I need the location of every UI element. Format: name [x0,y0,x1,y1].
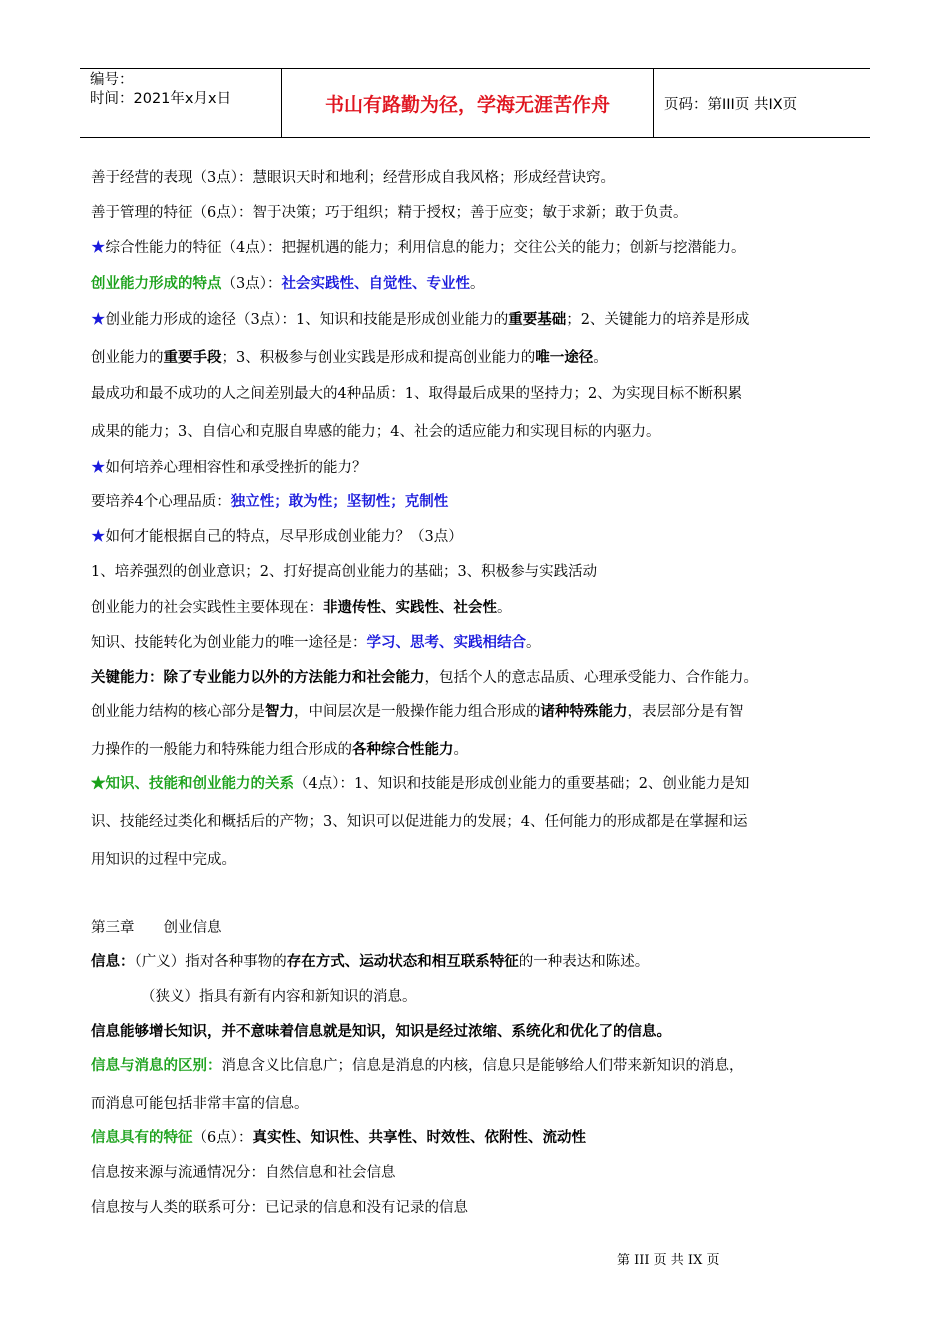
time-label: 时间：2021年x月x日 [90,91,232,107]
paragraph: 创业能力的社会实践性主要体现在：非遗传性、实践性、社会性。 [91,599,512,616]
paragraph: 关键能力：除了专业能力以外的方法能力和社会能力，包括个人的意志品质、心理承受能力、合作能力。 [91,669,758,686]
paragraph: 信息按来源与流通情况分：自然信息和社会信息 [91,1165,396,1181]
paragraph: 用知识的过程中完成。 [91,852,236,868]
paragraph: 要培养4个心理品质：独立性；敢为性；坚韧性；克制性 [91,493,449,510]
paragraph: 信息：（广义）指对各种事物的存在方式、运动状态和相互联系特征的一种表达和陈述。 [91,953,650,970]
paragraph: 成果的能力；3、自信心和克服自卑感的能力；4、社会的适应能力和实现目标的内驱力。 [91,424,661,440]
paragraph: ★知识、技能和创业能力的关系（4点）：1、知识和技能是形成创业能力的重要基础；2、创业能力是知 [91,775,750,792]
paragraph: （狭义）指具有新有内容和新知识的消息。 [141,989,417,1005]
paragraph: 最成功和最不成功的人之间差别最大的4种品质：1、取得最后成果的坚持力；2、为实现目标不断积累 [91,386,743,402]
number-label: 编号： [90,72,134,88]
paragraph: 创业能力形成的特点（3点）：社会实践性、自觉性、专业性。 [91,275,485,292]
page-footer: 第 III 页 共 IX 页 [617,1253,720,1268]
paragraph: 善于经营的表现（3点）：慧眼识天时和地利；经营形成自我风格；形成经营诀窍。 [91,170,615,186]
paragraph: 信息能够增长知识，并不意味着信息就是知识，知识是经过浓缩、系统化和优化了的信息。 [91,1023,671,1040]
paragraph: 信息具有的特征（6点）：真实性、知识性、共享性、时效性、依附性、流动性 [91,1129,586,1146]
paragraph: 善于管理的特征（6点）：智于决策；巧于组织；精于授权；善于应变；敏于求新；敢于负责。 [91,205,688,221]
paragraph: 力操作的一般能力和特殊能力组合形成的各种综合性能力。 [91,741,468,758]
header-motto: 书山有路勤为径，学海无涯苦作舟 [282,69,654,137]
paragraph: ★如何才能根据自己的特点，尽早形成创业能力？（3点） [91,529,463,545]
paragraph: 识、技能经过类化和概括后的产物；3、知识可以促进能力的发展；4、任何能力的形成都是在掌握和运 [91,814,748,830]
paragraph: ★创业能力形成的途径（3点）：1、知识和技能是形成创业能力的重要基础；2、关键能力的培养是形成 [91,311,750,328]
star-icon: ★ [91,460,106,476]
chapter-heading: 第三章 创业信息 [91,920,222,936]
paragraph: 1、培养强烈的创业意识；2、打好提高创业能力的基础；3、积极参与实践活动 [91,564,598,580]
paragraph: 创业能力的重要手段；3、积极参与创业实践是形成和提高创业能力的唯一途径。 [91,349,608,366]
paragraph: 信息按与人类的联系可分：已记录的信息和没有记录的信息 [91,1200,468,1216]
star-icon: ★ [91,312,106,328]
star-icon: ★ [91,529,106,545]
paragraph: ★综合性能力的特征（4点）：把握机遇的能力；利用信息的能力；交往公关的能力；创新与挖潜能力。 [91,240,746,256]
paragraph: 创业能力结构的核心部分是智力，中间层次是一般操作能力组合形成的诸种特殊能力，表层部分是有智 [91,703,744,720]
page-header [80,68,870,138]
star-icon: ★ [91,240,106,256]
header-page-number: 页码：第III页 共IX页 [664,96,798,113]
header-meta [80,69,282,137]
paragraph: 而消息可能包括非常丰富的信息。 [91,1096,309,1112]
paragraph: 知识、技能转化为创业能力的唯一途径是：学习、思考、实践相结合。 [91,634,541,651]
paragraph: 信息与消息的区别：消息含义比信息广；信息是消息的内核，信息只是能够给人们带来新知识的消息， [91,1057,744,1074]
paragraph: ★如何培养心理相容性和承受挫折的能力？ [91,460,367,476]
